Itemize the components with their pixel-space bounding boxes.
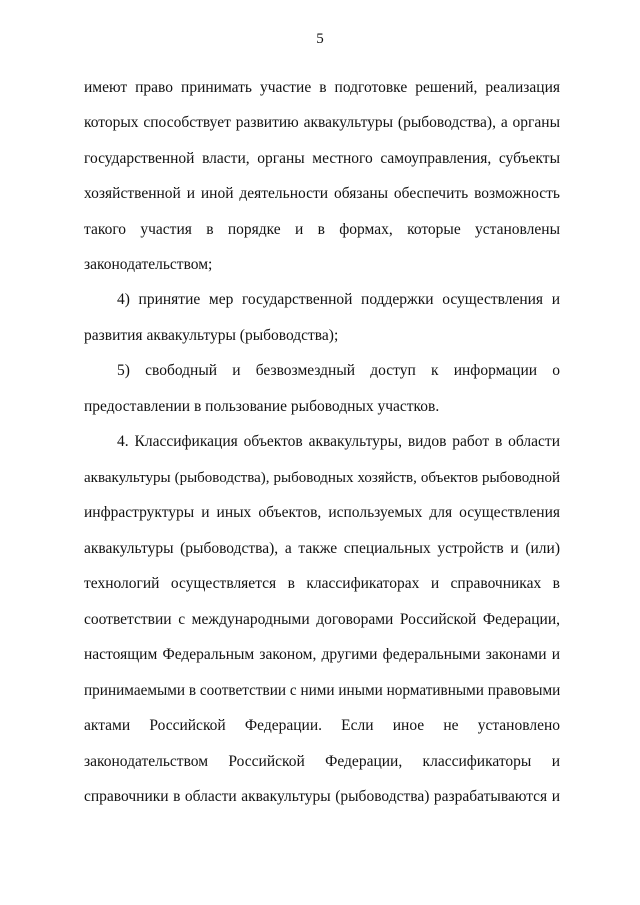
text-line: справочники в области аквакультуры (рыбоводства) разрабатываются и — [84, 788, 560, 805]
text-line: которых способствует развитию аквакультуры (рыбоводства), а органы — [84, 114, 560, 131]
text-line: государственной власти, органы местного самоуправления, субъекты — [84, 150, 560, 167]
text-line: аквакультуры (рыбоводства), а также специальных устройств и (или) — [84, 540, 560, 557]
text-line: 5) свободный и безвозмездный доступ к информации о — [117, 362, 560, 379]
page-number: 5 — [316, 31, 324, 47]
text-line: аквакультуры (рыбоводства), рыбоводных хозяйств, объектов рыбоводной — [84, 470, 560, 486]
text-line: соответствии с международными договорами Российской Федерации, — [84, 611, 560, 628]
text-line: предоставлении в пользование рыбоводных участков. — [84, 398, 440, 415]
text-line: развития аквакультуры (рыбоводства); — [84, 327, 339, 344]
text-line: законодательством Российской Федерации, классификаторы и — [84, 753, 560, 770]
text-line: инфраструктуры и иных объектов, используемых для осуществления — [84, 504, 560, 521]
text-line: настоящим Федеральным законом, другими федеральными законами и — [84, 646, 560, 663]
text-line: 4) принятие мер государственной поддержки осуществления и — [117, 291, 560, 308]
text-line: 4. Классификация объектов аквакультуры, видов работ в области — [117, 433, 560, 450]
text-line: принимаемыми в соответствии с ними иными нормативными правовыми — [84, 682, 561, 699]
text-line: хозяйственной и иной деятельности обязаны обеспечить возможность — [84, 185, 560, 202]
text-line: законодательством; — [84, 256, 213, 273]
text-line: актами Российской Федерации. Если иное не установлено — [84, 717, 560, 734]
text-line: такого участия в порядке и в формах, которые установлены — [84, 221, 560, 238]
text-line: имеют право принимать участие в подготовке решений, реализация — [84, 79, 560, 96]
text-line: технологий осуществляется в классификаторах и справочниках в — [84, 575, 560, 592]
